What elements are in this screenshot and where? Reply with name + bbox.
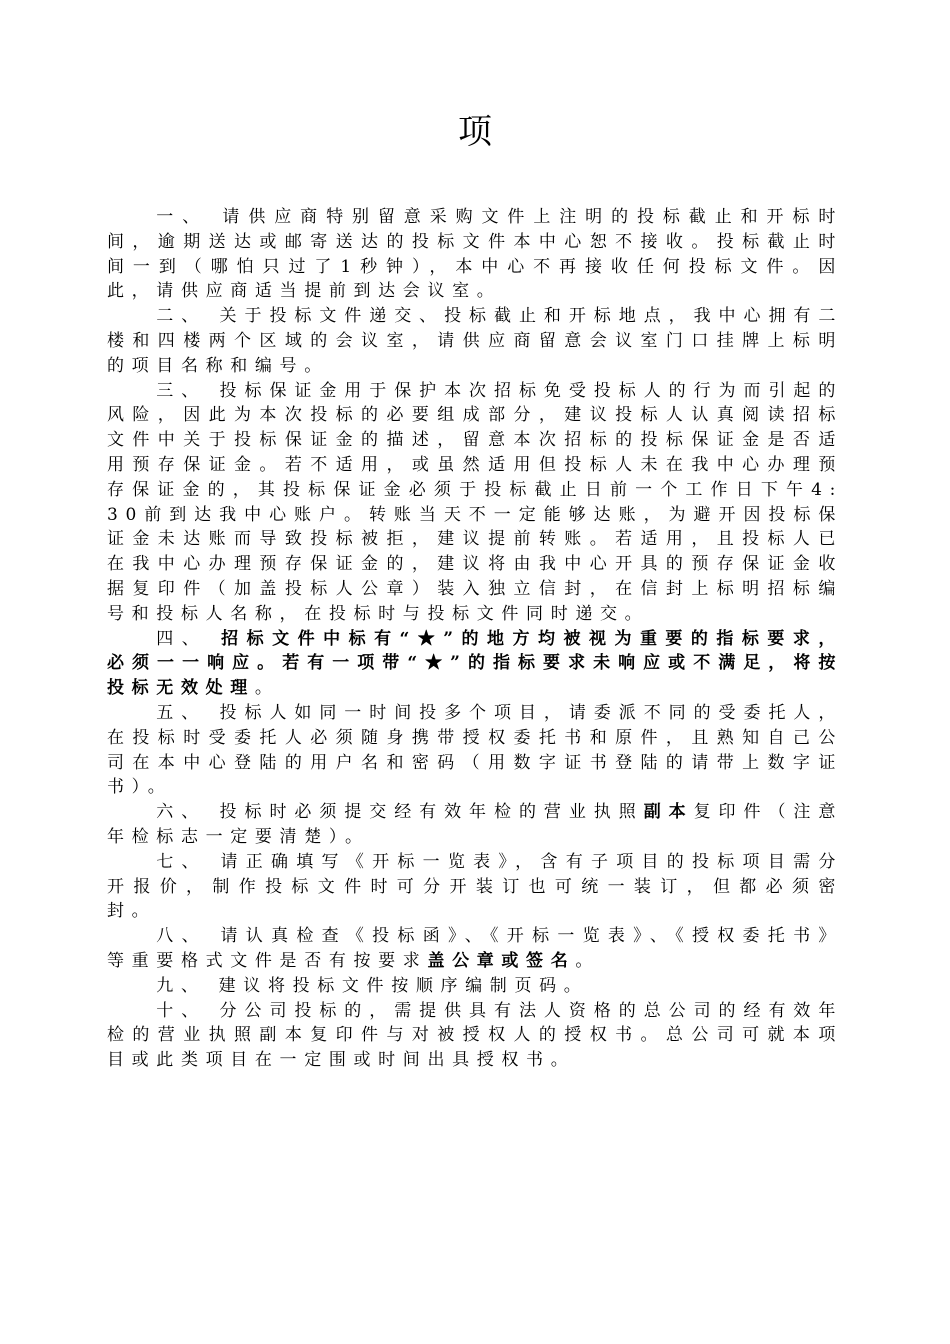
item-6 bbox=[107, 800, 843, 850]
item-3: 三、 投标保证金用于保护本次招标免受投标人的行为而引起的风险，因此为本次投标的必要组成部分，建议投标人认真阅读招标文件中关于投标保证金的描述，留意本次招标的投标保证金是否适用预存保证金。若不适用，或虽然适用但投标人未在我中心办理预存保证金的，其投标保证金必须于投标截止日前一个工作日下午4:30前到达我中心账户。转账当天不一定能够达账，为避开因投标保证金未达账而导致投标被拒，建议提前转账。若适用，且投标人已在我中心办理预存保证金的，建议将由我中心开具的预存保证金收据复印件（加盖投标人公章）装入独立信封，在信封上标明招标编号和投标人名称，在投标时与投标文件同时递交。 bbox=[107, 380, 843, 624]
notice-body bbox=[107, 205, 843, 1073]
item-10: 十、 分公司投标的，需提供具有法人资格的总公司的经有效年检的营业执照副本复印件与对被授权人的授权书。总公司可就本项目或此类项目在一定围或时间出具授权书。 bbox=[107, 1000, 843, 1071]
item-6-prefix: 六、 投标时必须提交经有效年检的营业执照 bbox=[156, 802, 644, 823]
item-6-bold-text: 副本 bbox=[643, 802, 694, 823]
item-7: 七、 请正确填写《开标一览表》，含有子项目的投标项目需分开报价，制作投标文件时可分开装订也可统一装订，但都必须密封。 bbox=[107, 851, 843, 922]
item-5: 五、 投标人如同一时间投多个项目，请委派不同的受委托人，在投标时受委托人必须随身携带授权委托书和原件，且熟知自己公司在本中心登陆的用户名和密码（用数字证书登陆的请带上数字证书）。 bbox=[107, 702, 843, 798]
page-title: 项 bbox=[458, 112, 492, 152]
item-4 bbox=[107, 627, 843, 701]
item-8-bold-text: 盖公章或签名 bbox=[427, 950, 576, 971]
item-8 bbox=[107, 924, 843, 974]
item-6-suffix: 复印件（注意年检标志一定要清楚）。 bbox=[107, 802, 843, 847]
item-8-suffix: 。 bbox=[575, 950, 601, 971]
item-4-prefix: 四、 bbox=[156, 628, 222, 649]
item-8-prefix: 八、 请认真检查《投标函》、《开标一览表》、《授权委托书》等重要格式文件是否有按要求 bbox=[107, 926, 843, 971]
item-4-bold-text: 招标文件中标有“★”的地方均被视为重要的指标要求，必须一一响应。若有一项带“★”的指标要求未响应或不满足，将按投标无效处理 bbox=[107, 628, 843, 699]
item-2: 二、 关于投标文件递交、投标截止和开标地点，我中心拥有二楼和四楼两个区域的会议室，请供应商留意会议室门口挂牌上标明的项目名称和编号。 bbox=[107, 306, 843, 376]
item-9: 九、 建议将投标文件按顺序编制页码。 bbox=[156, 975, 589, 996]
item-1: 一、 请供应商特别留意采购文件上注明的投标截止和开标时间，逾期送达或邮寄送达的投标文件本中心恕不接收。投标截止时间一到（哪怕只过了1秒钟），本中心不再接收任何投标文件。因此，请供应商适当提前到达会议室。 bbox=[107, 207, 843, 302]
item-4-suffix: 。 bbox=[254, 678, 280, 699]
